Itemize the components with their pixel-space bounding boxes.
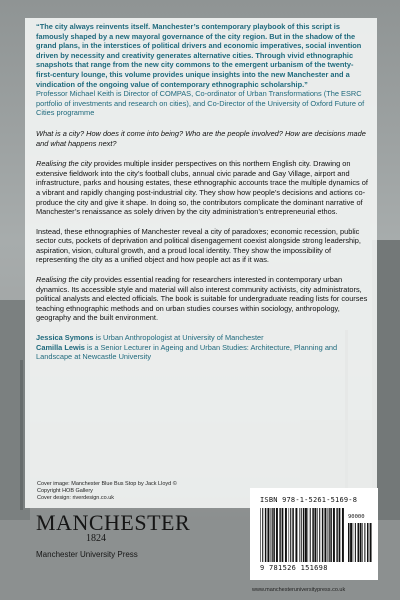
book-title: Realising the city [36, 275, 92, 285]
author-name: Camilla Lewis [36, 342, 85, 352]
publisher-name: Manchester University Press [36, 550, 138, 559]
opening-questions: What is a city? How does it come into being? Who are the people involved? How are decisions made and what happens next? [36, 128, 366, 148]
paragraph-text: provides essential reading for researchers interested in contemporary urban dynamics. Its accessible style and material will also interest community activists, city administrators, political analysts and elected officials. The book is suitable for undergraduate reading lists for courses teaching ethnographic methods and on urban studies courses within sociology, anthropology, geography and the built environment. [36, 275, 368, 323]
cover-design-credit: Cover design: riverdesign.co.uk [37, 495, 115, 501]
isbn-digits: 9 781526 151698 [260, 564, 328, 572]
author-bio-1 [36, 333, 368, 343]
author-role: is a Senior Lecturer in Ageing and Urban Studies: Architecture, Planning and Landscape at Newcastle University [36, 342, 338, 362]
publisher-wordmark: MANCHESTER [36, 510, 191, 535]
author-role: is Urban Anthropologist at University of Manchester [93, 333, 264, 343]
price-code: 90000 [348, 514, 365, 520]
endorsement-attribution: Professor Michael Keith is Director of COMPAS, Co-ordinator of Urban Transformations (The ESRC portfolio of investments and research on cities), and Co-Director of the University of Oxford Future of Cities programme [36, 89, 365, 118]
cover-image-credit: Cover image: Manchester Blue Bus Stop by Jack Lloyd © Copyright HOB Gallery [37, 481, 177, 494]
isbn-label: ISBN 978-1-5261-5169-8 [260, 496, 358, 504]
description-paragraph-2 [36, 227, 368, 265]
endorsement-quote: “The city always reinvents itself. Manchester’s contemporary playbook of this script is famously shaped by a new mayoral governance of the city region. But in the shadow of the grand plans, in the interstices of political drivers and economic imperatives, social invention driven by necessity and creativity generates alternative cities. Through vivid ethnographic snapshots that range from the new city commons to the emergent urbanism of the twenty-first-century lounge, this volume provides unique insights into the new Manchester and a vindication of the ongoing value of contemporary ethnographic scholarship.” [36, 22, 362, 89]
author-name: Jessica Symons [36, 333, 94, 343]
isbn-barcode [250, 488, 378, 580]
publisher-logo [36, 510, 191, 559]
publisher-url: www.manchesteruniversitypress.co.uk [252, 587, 346, 593]
paragraph-text: Instead, these ethnographies of Manchester reveal a city of paradoxes; economic recession, public sector cuts, pockets of deprivation and political disengagement coexist alongside strong leadership, aspiration, vision, cultural growth, and a proud local identity. They show the impossibility of representing the city as a unified object and how people act as if it was. [36, 226, 361, 265]
description-paragraph-1 [36, 159, 368, 217]
book-title: Realising the city [36, 159, 92, 169]
cover-credits [37, 481, 187, 502]
addon-barcode-bars [348, 523, 372, 562]
publisher-founding-year: 1824 [86, 533, 106, 544]
author-bio-2 [36, 343, 368, 362]
back-cover-text [36, 22, 368, 362]
paragraph-text: provides multiple insider perspectives on this northern English city. Drawing on extensive fieldwork into the city’s football clubs, annual civic parade and Gay Village, airport and infrastructure, parks and housing estates, these ethnographic accounts trace the multiple dynamics of a vibrant and rapidly changing post-industrial city. They show how people’s decisions and actions co-produce the city and give it shape. In doing so, the contributors complicate the dominant narrative of Manchester’s renaissance as solely driven by the city administration’s entrepreneurial ethos. [36, 159, 368, 217]
ean-barcode-bars [260, 508, 344, 562]
description-paragraph-3 [36, 275, 368, 323]
